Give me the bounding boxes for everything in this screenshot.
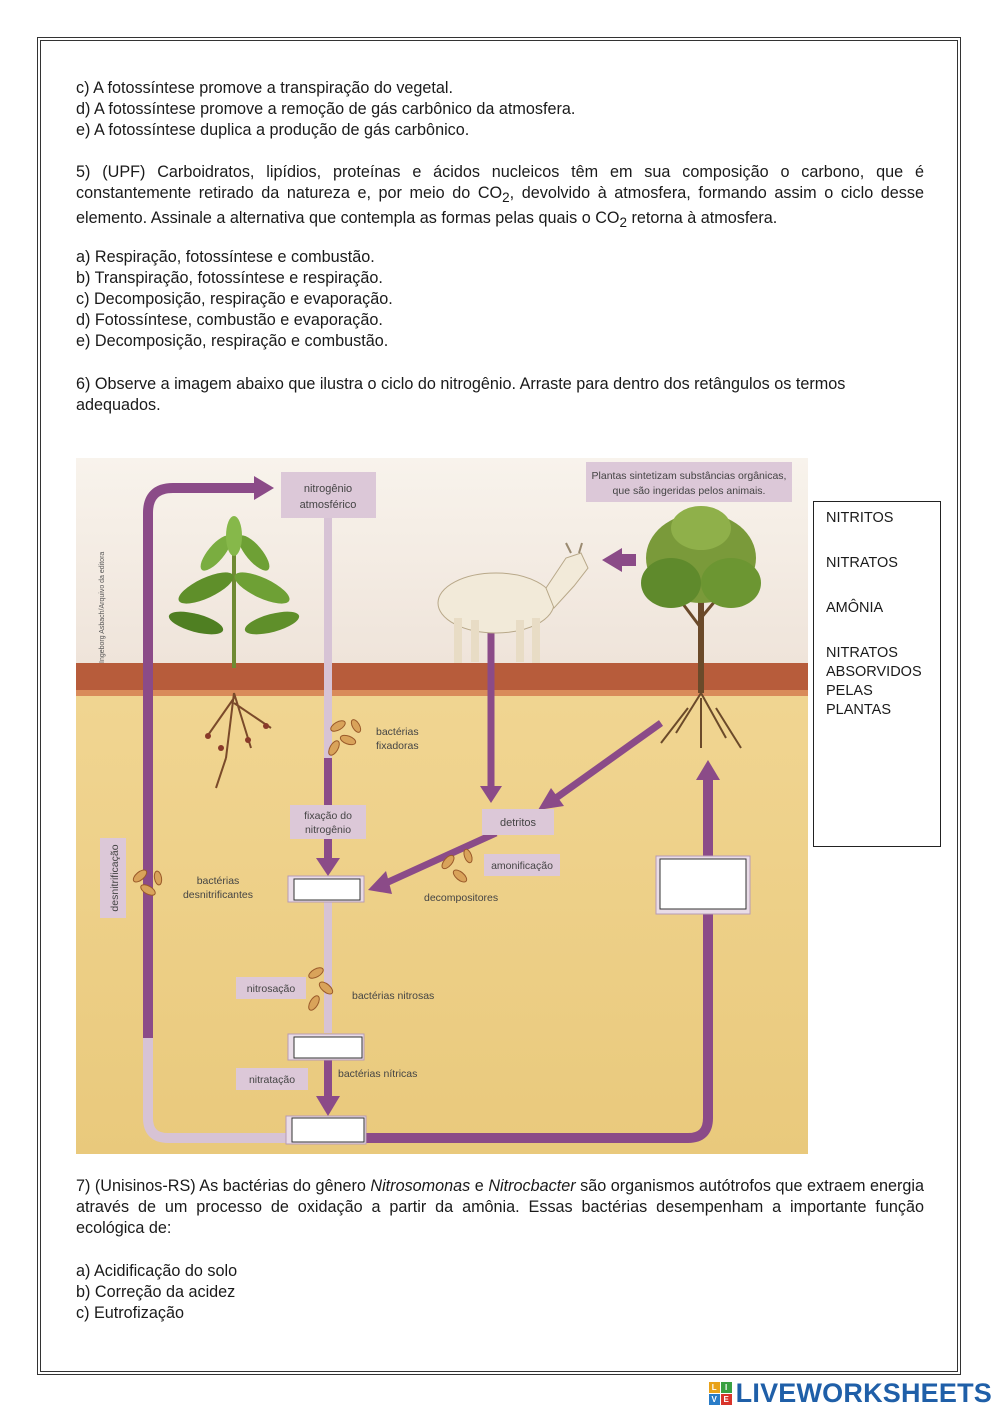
svg-text:fixação do: fixação do [304, 810, 352, 822]
option-c: c) A fotossíntese promove a transpiração do vegetal. [76, 79, 454, 97]
label-nitratation [236, 1068, 308, 1090]
svg-text:nitrogênio: nitrogênio [304, 824, 352, 836]
term-nitratos[interactable]: NITRATOS [826, 555, 898, 571]
svg-text:nitratação: nitratação [248, 1074, 296, 1086]
nitrogen-cycle-figure [76, 458, 808, 1154]
option-b: b) Transpiração, fotossíntese e respiração. [76, 269, 383, 287]
term-nitritos[interactable]: NITRITOS [826, 510, 894, 526]
option-a: a) Respiração, fotossíntese e combustão. [76, 248, 375, 266]
drop-box-nitrites[interactable] [288, 1034, 364, 1060]
option-d: d) Fotossíntese, combustão e evaporação. [76, 311, 383, 329]
label-nitrosation [236, 977, 306, 999]
label-bacteria-fixers-1: bactérias [376, 726, 419, 738]
svg-text:Plantas sintetizam substâncias: Plantas sintetizam substâncias orgânicas, [591, 470, 787, 482]
option-e: e) Decomposição, respiração e combustão. [76, 332, 389, 350]
svg-text:nitrogênio: nitrogênio [303, 483, 353, 495]
question-7-options [76, 1261, 924, 1324]
drop-box-nitrates[interactable] [286, 1116, 366, 1144]
svg-text:atmosférico: atmosférico [299, 499, 357, 511]
question-6-stem: 6) Observe a imagem abaixo que ilustra o ciclo do nitrogênio. Arraste para dentro dos retângulos os termos adequados. [76, 375, 846, 414]
label-bacteria-nitricas: bactérias nítricas [338, 1068, 418, 1080]
option-a: a) Acidificação do solo [76, 1262, 238, 1280]
label-nitrogen-fixation [290, 805, 366, 839]
label-ammonification [484, 854, 560, 876]
option-c: c) Decomposição, respiração e evaporação. [76, 290, 393, 308]
label-denitrification [100, 838, 126, 918]
svg-text:desnitrificação: desnitrificação [109, 844, 121, 912]
svg-text:nitrosação: nitrosação [246, 983, 296, 995]
term-amonia[interactable]: AMÔNIA [826, 600, 884, 616]
option-b: b) Correção da acidez [76, 1283, 236, 1301]
drop-box-absorbed-nitrates[interactable] [656, 856, 750, 914]
brand-name: LIVEWORKSHEETS [735, 1377, 992, 1408]
label-detritus [482, 809, 554, 835]
logo-icon: L I V E [709, 1382, 732, 1405]
option-e: e) A fotossíntese duplica a produção de gás carbônico. [76, 121, 470, 139]
question-7-stem: 7) (Unisinos-RS) As bactérias do gênero Nitrosomonas e Nitrocbacter são organismos autótrofos que extraem energia através de um processo de oxidação a partir da amônia. Essas bactérias desempenham a importante função ecológica de: [76, 1177, 924, 1237]
label-bacteria-nitrosas: bactérias nitrosas [352, 990, 435, 1002]
label-bacteria-denitrifiers-1: bactérias [196, 875, 240, 887]
svg-text:amonificação: amonificação [491, 860, 553, 872]
svg-text:detritos: detritos [499, 817, 537, 829]
label-plants-synthesize [586, 462, 792, 502]
label-bacteria-denitrifiers-2: desnitrificantes [182, 889, 254, 901]
svg-text:que são ingeridas pelos animai: que são ingeridas pelos animais. [612, 485, 766, 497]
question-5-stem: 5) (UPF) Carboidratos, lipídios, proteínas e ácidos nucleicos têm em sua composição o carbono, que é constantemente retirado da natureza e, por meio do $CO_2$, devolvido à atmosfera, formando assim o ciclo desse elemento. Assinale a alternativa que contempla as formas pelas quais o $CO_2$ retorna à atmosfera. [76, 163, 924, 231]
image-credit: Ingeborg Asbach/Arquivo da editora [99, 551, 106, 663]
question-5-options [76, 247, 924, 352]
liveworksheets-logo[interactable] [709, 1378, 992, 1408]
label-atmospheric-nitrogen [281, 472, 376, 518]
drop-box-ammonia[interactable] [288, 876, 364, 902]
answer-bank [813, 501, 941, 847]
question-4-options [76, 78, 924, 141]
label-decomposers: decompositores [424, 892, 499, 904]
term-nitratos-absorvidos[interactable]: NITRATOS ABSORVIDOS PELAS PLANTAS [826, 645, 922, 718]
option-d: d) A fotossíntese promove a remoção de gás carbônico da atmosfera. [76, 100, 576, 118]
label-bacteria-fixers-2: fixadoras [376, 740, 419, 752]
option-c: c) Eutrofização [76, 1304, 184, 1322]
